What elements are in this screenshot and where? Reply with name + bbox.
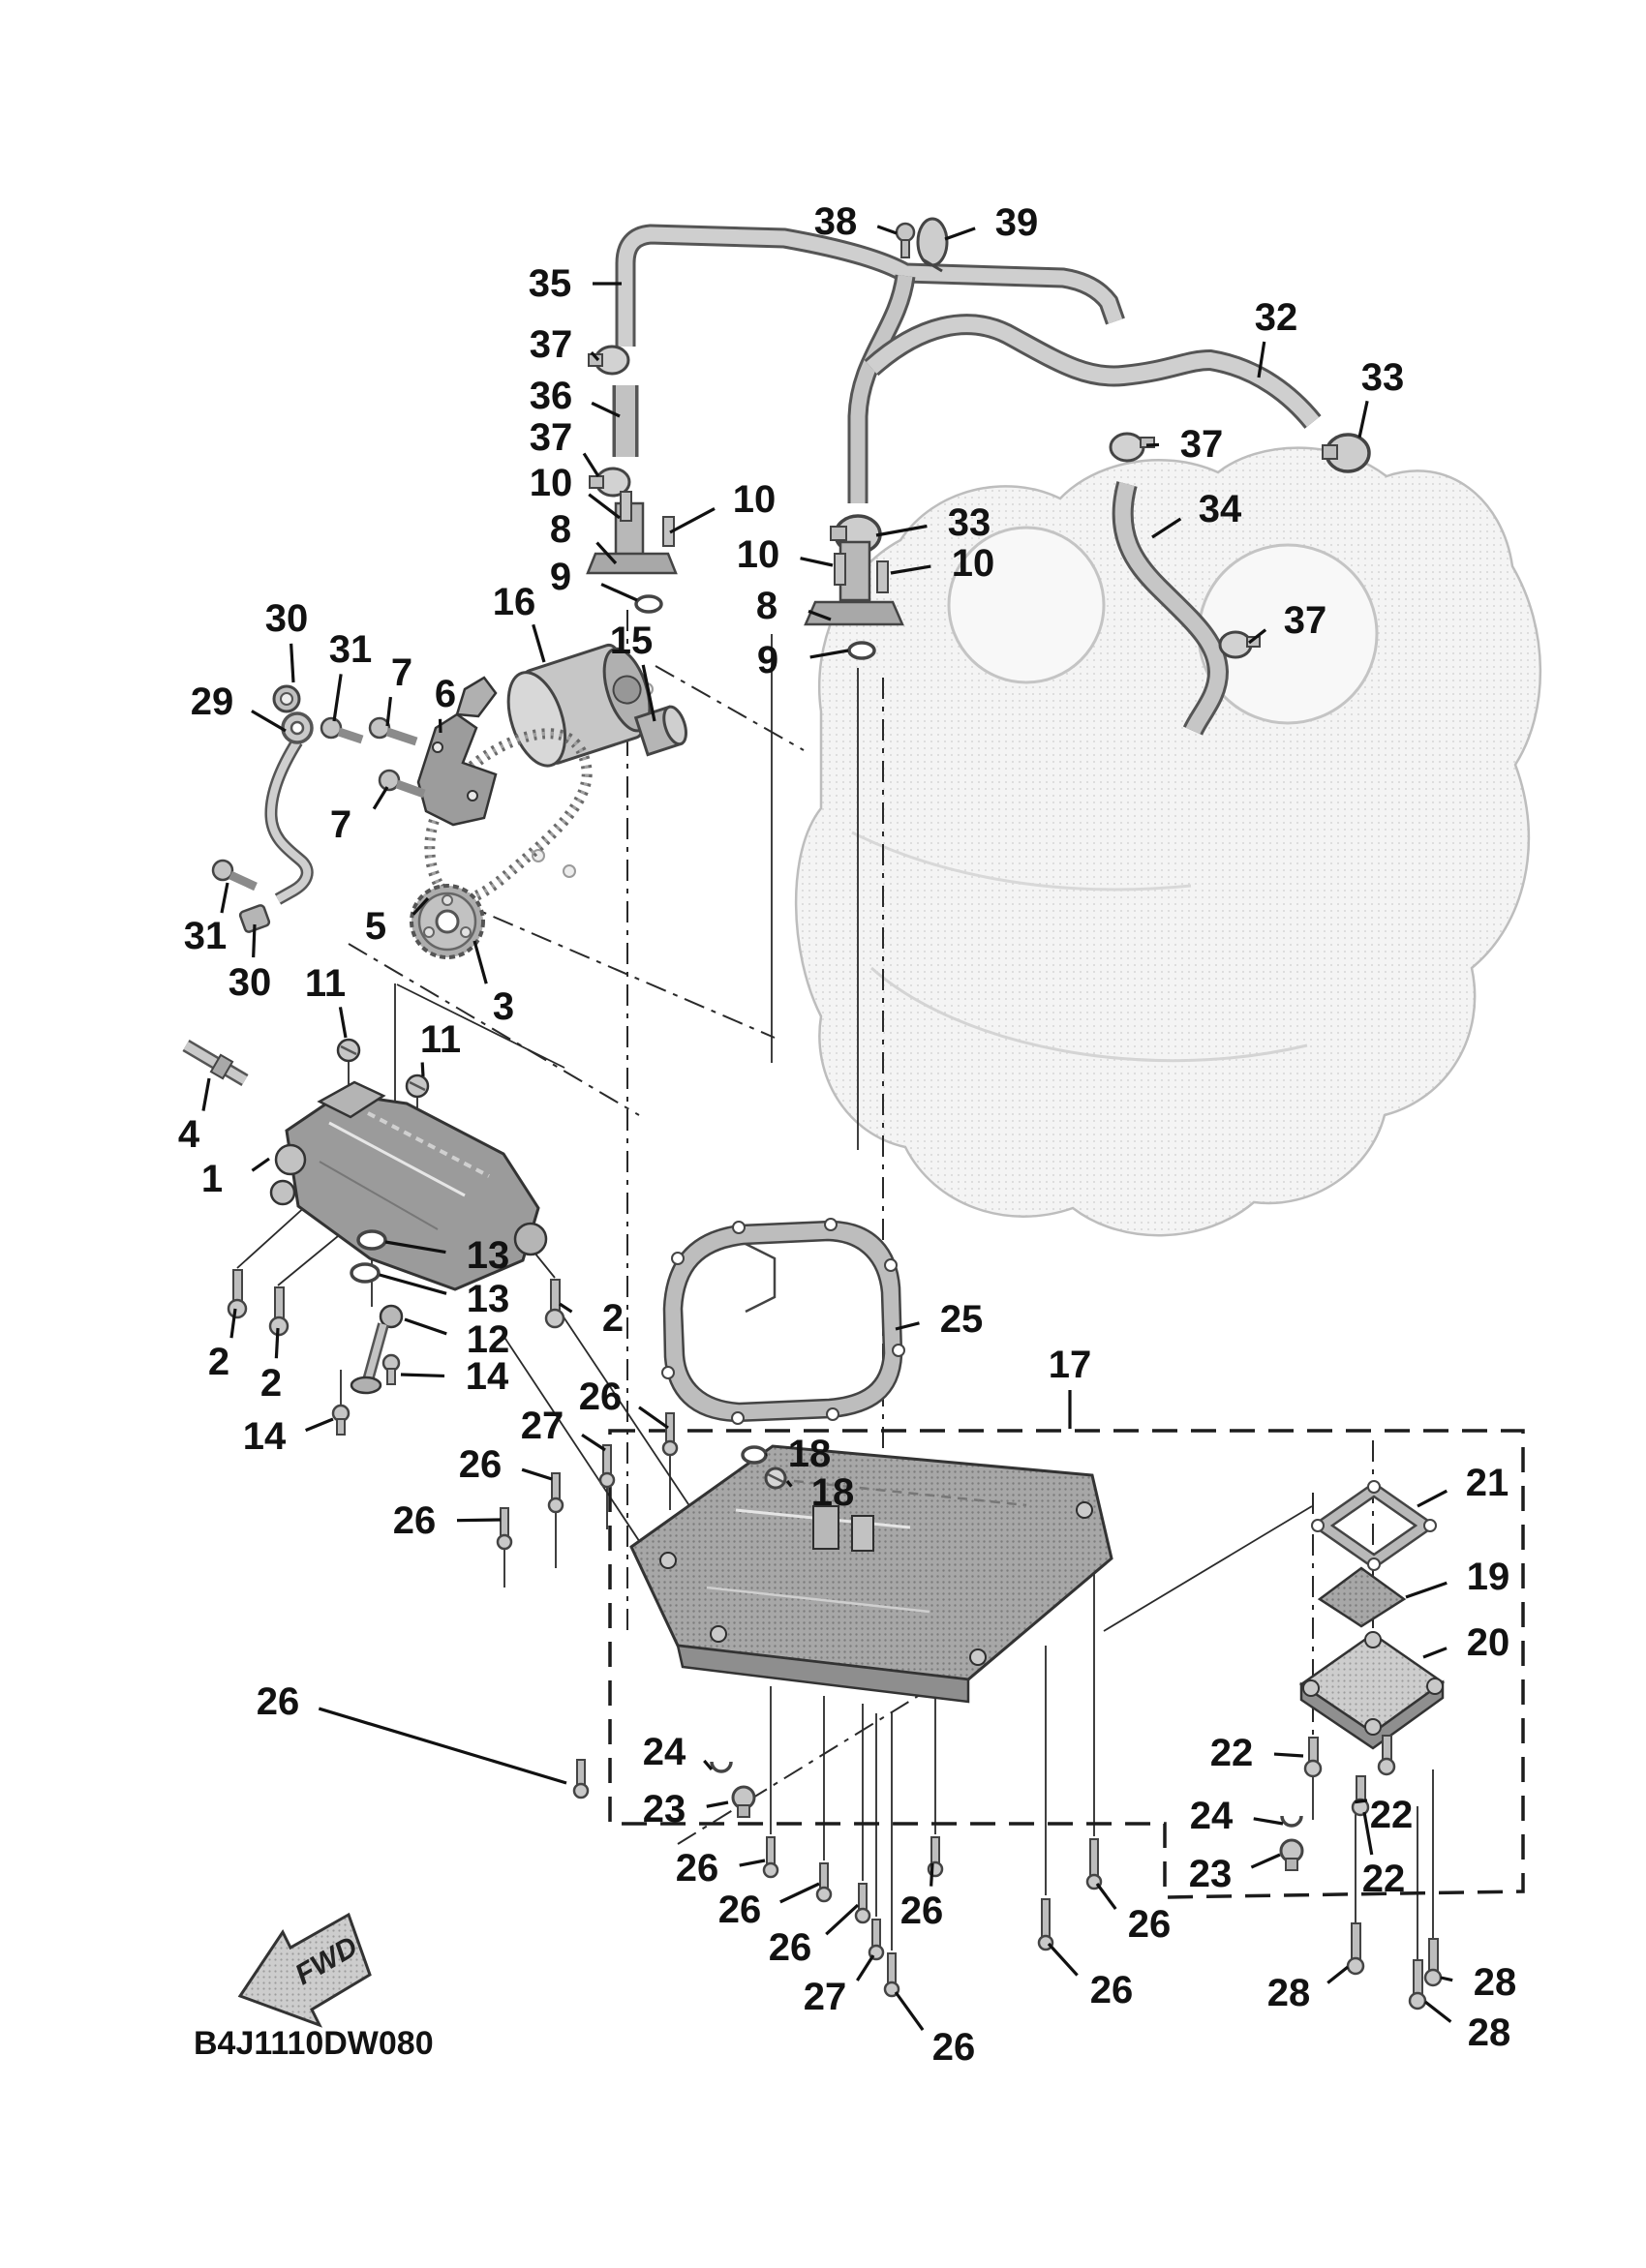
callout-11: 11 <box>304 962 347 1005</box>
callout-19: 19 <box>1466 1556 1510 1598</box>
callout-14: 14 <box>465 1355 509 1398</box>
callout-36: 36 <box>529 375 573 417</box>
callout-2: 2 <box>601 1297 625 1340</box>
bolt-10 <box>835 554 845 585</box>
callout-4: 4 <box>177 1113 200 1156</box>
gasket-18-a <box>743 1447 766 1463</box>
callout-29: 29 <box>190 680 234 723</box>
drawing-code: B4J1110DW080 <box>194 2025 434 2062</box>
callout-27: 27 <box>520 1405 564 1447</box>
leader-line-2 <box>276 1328 278 1358</box>
bolt-26 <box>663 1413 677 1455</box>
callout-28: 28 <box>1473 1961 1517 2004</box>
callout-10: 10 <box>951 542 995 585</box>
callout-5: 5 <box>364 905 387 948</box>
callout-26: 26 <box>256 1680 300 1723</box>
callout-26: 26 <box>717 1889 762 1931</box>
o-ring-13-a <box>358 1231 385 1249</box>
callout-22: 22 <box>1369 1794 1414 1836</box>
callout-10: 10 <box>529 462 573 504</box>
callout-3: 3 <box>492 985 515 1028</box>
callout-23: 23 <box>642 1788 686 1830</box>
pump-bolt-11-b <box>407 1075 428 1097</box>
callout-23: 23 <box>1188 1853 1233 1895</box>
bolt-26 <box>764 1837 777 1877</box>
callout-35: 35 <box>528 262 572 305</box>
callout-26: 26 <box>899 1890 944 1932</box>
callout-13: 13 <box>466 1278 510 1320</box>
callout-10: 10 <box>736 533 780 576</box>
callout-33: 33 <box>1360 356 1405 399</box>
callout-31: 31 <box>183 915 228 957</box>
callout-11: 11 <box>419 1018 462 1061</box>
leader-line-22 <box>1355 1800 1367 1802</box>
bolt-26 <box>856 1884 869 1922</box>
callout-1: 1 <box>200 1158 224 1200</box>
union-nut-30-upper <box>274 686 299 711</box>
callout-38: 38 <box>813 200 858 243</box>
callout-13: 13 <box>466 1234 510 1277</box>
leader-line-30 <box>254 924 255 957</box>
callout-22: 22 <box>1361 1858 1406 1900</box>
callout-39: 39 <box>994 201 1039 244</box>
callout-2: 2 <box>259 1362 283 1405</box>
callout-16: 16 <box>492 581 536 623</box>
bolt-26 <box>1039 1899 1052 1950</box>
callout-24: 24 <box>1189 1795 1234 1837</box>
callout-26: 26 <box>392 1499 437 1542</box>
callout-7: 7 <box>390 651 413 694</box>
drain-bolt-18-b <box>766 1468 785 1488</box>
callout-26: 26 <box>931 2026 976 2069</box>
callout-21: 21 <box>1465 1462 1509 1504</box>
callout-34: 34 <box>1198 488 1242 530</box>
bolt-26 <box>498 1508 511 1549</box>
callout-37: 37 <box>529 416 573 459</box>
callout-8: 8 <box>549 508 572 551</box>
callout-9: 9 <box>549 556 572 598</box>
callout-22: 22 <box>1209 1732 1254 1774</box>
leader-line-26 <box>931 1863 932 1887</box>
pump-sprocket-3 <box>412 886 483 957</box>
callout-24: 24 <box>642 1731 686 1773</box>
bolt-10 <box>877 561 888 592</box>
bolt-26 <box>817 1863 831 1901</box>
callout-26: 26 <box>578 1376 623 1418</box>
o-ring-13-b <box>351 1264 379 1282</box>
bolt-27 <box>600 1445 614 1487</box>
callout-27: 27 <box>803 1976 847 2018</box>
callout-2: 2 <box>207 1341 230 1383</box>
leader-line-26 <box>457 1520 501 1521</box>
callout-20: 20 <box>1466 1621 1510 1664</box>
callout-7: 7 <box>329 803 352 846</box>
callout-28: 28 <box>1467 2011 1511 2054</box>
callout-37: 37 <box>1283 599 1327 642</box>
callout-8: 8 <box>755 585 778 627</box>
o-ring-9 <box>636 596 661 612</box>
callout-18: 18 <box>787 1433 832 1475</box>
callout-31: 31 <box>328 628 373 671</box>
leader-line-22 <box>1274 1754 1303 1756</box>
bolt-26 <box>1087 1839 1101 1889</box>
callout-6: 6 <box>434 673 457 715</box>
callout-17: 17 <box>1048 1344 1092 1386</box>
leader-line-37 <box>1146 444 1159 445</box>
callout-12: 12 <box>466 1318 510 1361</box>
callout-25: 25 <box>939 1298 984 1341</box>
fwd-label: FWD <box>290 1930 364 1992</box>
callout-37: 37 <box>1179 423 1224 466</box>
callout-26: 26 <box>1127 1903 1172 1946</box>
callout-15: 15 <box>609 620 654 662</box>
bolt-10 <box>621 492 631 521</box>
callout-26: 26 <box>1089 1969 1134 2011</box>
callout-37: 37 <box>529 323 573 366</box>
callout-14: 14 <box>242 1415 287 1458</box>
callout-30: 30 <box>264 597 309 640</box>
callout-26: 26 <box>675 1847 719 1890</box>
o-ring-9 <box>849 643 874 658</box>
leader-line-11 <box>422 1062 423 1076</box>
bolt-26 <box>885 1953 899 1996</box>
callout-30: 30 <box>228 961 272 1004</box>
callout-10: 10 <box>732 478 777 521</box>
callout-9: 9 <box>756 639 779 681</box>
pump-bolt-11-a <box>338 1040 359 1061</box>
bolt-27 <box>869 1920 883 1959</box>
callout-33: 33 <box>947 501 991 544</box>
callout-32: 32 <box>1254 296 1298 339</box>
callout-26: 26 <box>458 1443 503 1486</box>
callout-28: 28 <box>1266 1972 1311 2014</box>
callout-18: 18 <box>810 1471 855 1514</box>
bolt-26 <box>574 1760 588 1798</box>
callout-26: 26 <box>768 1926 812 1969</box>
leader-line-14 <box>401 1375 444 1376</box>
